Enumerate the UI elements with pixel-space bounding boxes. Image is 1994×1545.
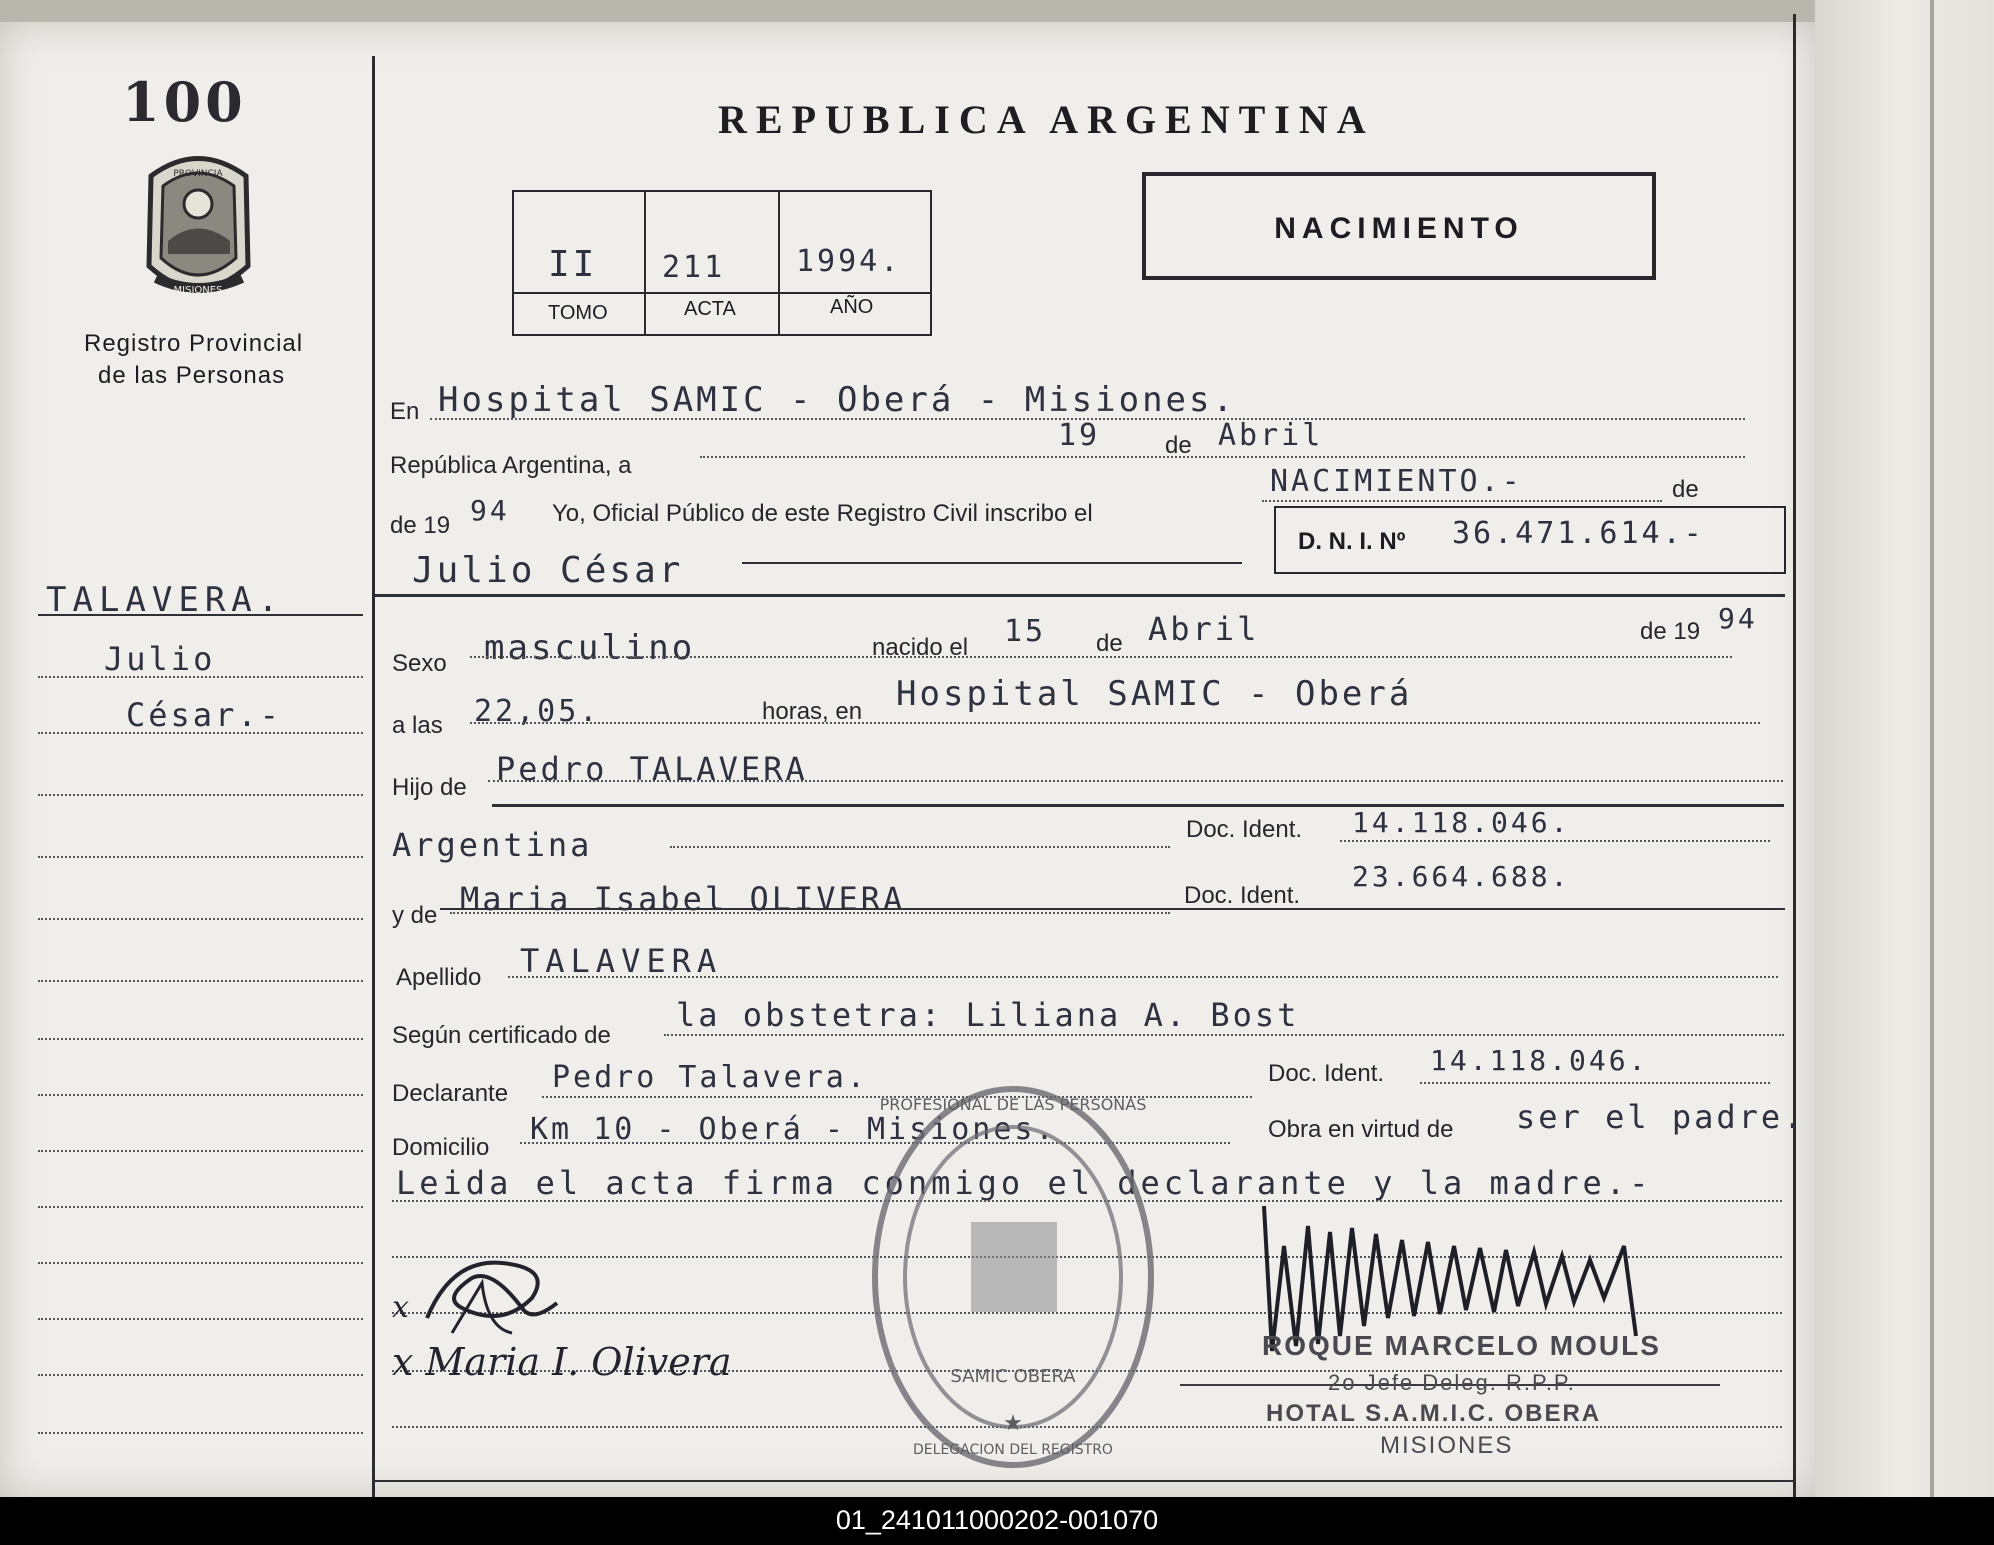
tomo-value: II [548, 244, 598, 285]
sig1-prefix: x [392, 1290, 409, 1325]
segun-label: Según certificado de [392, 1022, 611, 1049]
record-box-divider [644, 192, 646, 334]
day-value: 19 [1058, 418, 1101, 453]
dni-box [1274, 506, 1786, 574]
name-rule [375, 594, 1785, 597]
province-seal-icon [126, 146, 271, 306]
seal-text-top: PROVINCIA [173, 169, 223, 179]
ano-label: AÑO [830, 296, 874, 318]
oficial-label: Yo, Oficial Público de este Registro Civil inscribo el [552, 500, 1093, 527]
father-doc: 14.118.046. [1352, 806, 1571, 839]
record-box-divider [778, 192, 780, 334]
stub-line [38, 1150, 363, 1152]
father-value: Pedro TALAVERA [496, 750, 808, 788]
dni-label: D. N. I. Nº [1298, 528, 1406, 555]
inscribo-line [1262, 500, 1662, 502]
official-province: MISIONES [1380, 1432, 1514, 1459]
stub-divider [372, 56, 375, 1497]
seal-text-bottom: MISIONES [173, 285, 223, 296]
document-title: REPUBLICA ARGENTINA [718, 97, 1375, 142]
stamp-star-icon: ★ [1003, 1410, 1023, 1435]
tomo-label: TOMO [548, 302, 608, 324]
birth-day: 15 [1004, 614, 1047, 649]
alas-label: a las [392, 712, 443, 739]
apellido-value: TALAVERA [520, 942, 723, 980]
dni-value: 36.471.614.- [1452, 516, 1705, 551]
stamp-text-top: PROFESIONAL DE LAS PERSONAS [879, 1095, 1147, 1114]
stub-given1: Julio [104, 640, 216, 678]
alas-line [470, 722, 1760, 724]
mother-doc: 23.664.688. [1352, 860, 1571, 893]
registry-line1: Registro Provincial [84, 330, 304, 357]
de-label: de [1165, 432, 1192, 459]
sexo-line [470, 656, 1732, 658]
acta-label: ACTA [684, 298, 736, 320]
doc-label2: Doc. Ident. [1184, 882, 1301, 909]
stub-line [38, 676, 363, 678]
month-value: Abril [1218, 418, 1324, 453]
nationality-line [670, 846, 1170, 848]
stub-line [38, 1432, 363, 1434]
domicilio-label: Domicilio [392, 1134, 490, 1161]
de-label2: de [1672, 476, 1699, 503]
record-box [512, 190, 932, 336]
obra-value: ser el padre. [1516, 1098, 1806, 1136]
sexo-value: masculino [484, 628, 696, 668]
birth-year: 94 [1718, 602, 1758, 635]
stub-line [38, 918, 363, 920]
inscribo-value: NACIMIENTO.- [1270, 464, 1523, 499]
hijo-rule [492, 804, 1784, 807]
stub-line [38, 1374, 363, 1376]
sheet-number: 100 [122, 70, 247, 134]
mother-signature: x Maria I. Olivera [392, 1340, 732, 1384]
mother-rule [440, 908, 1785, 910]
leida-text: Leida el acta firma conmigo el declarante y la madre.- [396, 1164, 1653, 1202]
stub-line [38, 1318, 363, 1320]
stamp-text-left: DELEGACION DEL REGISTRO [913, 1442, 1113, 1458]
segun-value: la obstetra: Liliana A. Bost [676, 996, 1300, 1034]
father-signature [412, 1248, 572, 1348]
official-name: ROQUE MARCELO MOULS [1262, 1330, 1661, 1361]
mother-value: Maria Isabel OLIVERA [460, 880, 906, 918]
registry-stamp [868, 1082, 1158, 1472]
archive-caption: 01_241011000202-001070 [835, 1505, 1159, 1535]
place-value: Hospital SAMIC - Oberá [896, 674, 1413, 714]
stub-line [38, 1038, 363, 1040]
facing-page [1815, 0, 1994, 1497]
name-line [742, 562, 1242, 564]
yde-label: y de [392, 902, 438, 929]
horas-label: horas, en [762, 698, 863, 725]
republica-line [700, 456, 1745, 458]
obra-label: Obra en virtud de [1268, 1116, 1454, 1143]
record-box-rule [514, 292, 930, 294]
book-spine [1930, 0, 1934, 1497]
domicilio-value: Km 10 - Oberá - Misiones. [530, 1112, 1057, 1147]
acta-value: 211 [662, 250, 726, 285]
official-title: 2o Jefe Deleg. R.P.P. [1328, 1370, 1576, 1395]
de19-label: de 19 [390, 512, 451, 539]
official-place: HOTAL S.A.M.I.C. OBERA [1266, 1400, 1602, 1427]
bottom-rule [372, 1480, 1793, 1482]
en-label: En [390, 398, 420, 425]
republica-label: República Argentina, a [390, 452, 632, 479]
stub-line [38, 980, 363, 982]
stub-surname-line [38, 614, 363, 616]
declarante-value: Pedro Talavera. [552, 1060, 868, 1095]
apellido-line [508, 976, 1778, 978]
record-type: NACIMIENTO [1274, 212, 1524, 245]
archive-footer [0, 1497, 1994, 1545]
de19-label2: de 19 [1640, 618, 1701, 645]
stamp-center: SAMIC OBERA [950, 1366, 1076, 1387]
nacido-label: nacido el [872, 634, 969, 661]
birth-month: Abril [1148, 610, 1260, 648]
apellido-label: Apellido [396, 964, 482, 991]
de-label3: de [1096, 630, 1123, 657]
stub-surname: TALAVERA. [46, 580, 285, 620]
doc-label: Doc. Ident. [1186, 816, 1303, 843]
declarante-doc-line [1420, 1082, 1770, 1084]
doc-label3: Doc. Ident. [1268, 1060, 1385, 1087]
right-border [1793, 14, 1796, 1497]
declarante-doc: 14.118.046. [1430, 1044, 1649, 1077]
segun-line [664, 1034, 1784, 1036]
mother-line [450, 912, 1170, 914]
stub-line [38, 732, 363, 734]
year-value: 94 [470, 494, 510, 527]
father-doc-line [1340, 840, 1770, 842]
hour-value: 22,05. [474, 694, 601, 729]
stub-line [38, 794, 363, 796]
father-nationality: Argentina [392, 826, 593, 864]
stub-line [38, 856, 363, 858]
record-type-box [1142, 172, 1656, 280]
registry-line2: de las Personas [98, 362, 286, 389]
declarante-label: Declarante [392, 1080, 509, 1107]
stub-line [38, 1262, 363, 1264]
ano-value: 1994. [796, 244, 902, 279]
stub-given2: César.- [126, 696, 282, 734]
en-value: Hospital SAMIC - Oberá - Misiones. [438, 380, 1236, 420]
stub-line [38, 1206, 363, 1208]
stub-line [38, 1094, 363, 1096]
hijo-label: Hijo de [392, 774, 467, 801]
sexo-label: Sexo [392, 650, 447, 677]
hijo-line [488, 780, 1783, 782]
child-name: Julio César [412, 550, 684, 591]
